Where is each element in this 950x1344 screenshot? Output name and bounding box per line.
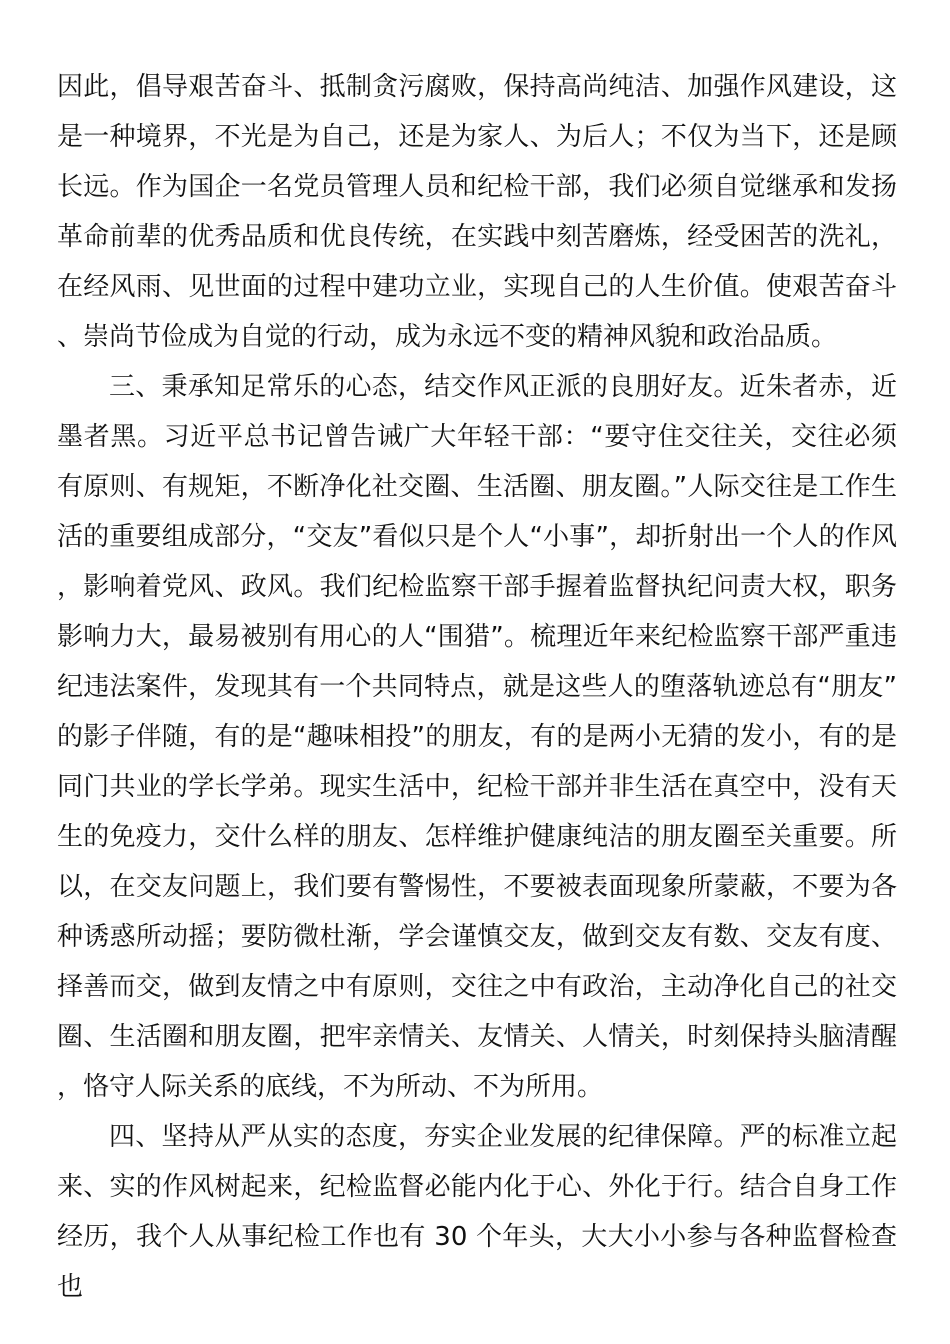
paragraph-section-four: 四、坚持从严从实的态度，夯实企业发展的纪律保障。严的标准立起来、实的作风树起来，纪检监督必能内化于心、外化于行。结合自身工作经历，我个人从事纪检工作也有 30 个年头，大大小小参与各种监督检查也 bbox=[57, 1122, 897, 1302]
paragraph-section-three: 三、秉承知足常乐的心态，结交作风正派的良朋好友。近朱者赤，近墨者黑。习近平总书记曾告诫广大年轻干部：“要守住交往关，交往必须有原则、有规矩，不断净化社交圈、生活圈、朋友圈。”人际交往是工作生活的重要组成部分，“交友”看似只是个人“小事”，却折射出一个人的作风，影响着党风、政风。我们纪检监察干部手握着监督执纪问责大权，职务影响力大，最易被别有用心的人“围猎”。梳理近年来纪检监察干部严重违纪违法案件，发现其有一个共同特点，就是这些人的堕落轨迹总有“朋友”的影子伴随，有的是“趣味相投”的朋友，有的是两小无猜的发小，有的是同门共业的学长学弟。现实生活中，纪检干部并非生活在真空中，没有天生的免疫力，交什么样的朋友、怎样维护健康纯洁的朋友圈至关重要。所以，在交友问题上，我们要有警惕性，不要被表面现象所蒙蔽，不要为各种诱惑所动摇；要防微杜渐，学会谨慎交友，做到交友有数、交友有度、择善而交，做到友情之中有原则，交往之中有政治，主动净化自己的社交圈、生活圈和朋友圈，把牢亲情关、友情关、人情关，时刻保持头脑清醒，恪守人际关系的底线，不为所动、不为所用。 bbox=[57, 372, 897, 1102]
paragraph-continuation: 因此，倡导艰苦奋斗、抵制贪污腐败，保持高尚纯洁、加强作风建设，这是一种境界，不光是为自己，还是为家人、为后人；不仅为当下，还是顾长远。作为国企一名党员管理人员和纪检干部，我们必须自觉继承和发扬革命前辈的优秀品质和优良传统，在实践中刻苦磨炼，经受困苦的洗礼，在经风雨、见世面的过程中建功立业，实现自己的人生价值。使艰苦奋斗、崇尚节俭成为自觉的行动，成为永远不变的精神风貌和政治品质。 bbox=[57, 72, 897, 352]
body-text bbox=[57, 62, 897, 1312]
